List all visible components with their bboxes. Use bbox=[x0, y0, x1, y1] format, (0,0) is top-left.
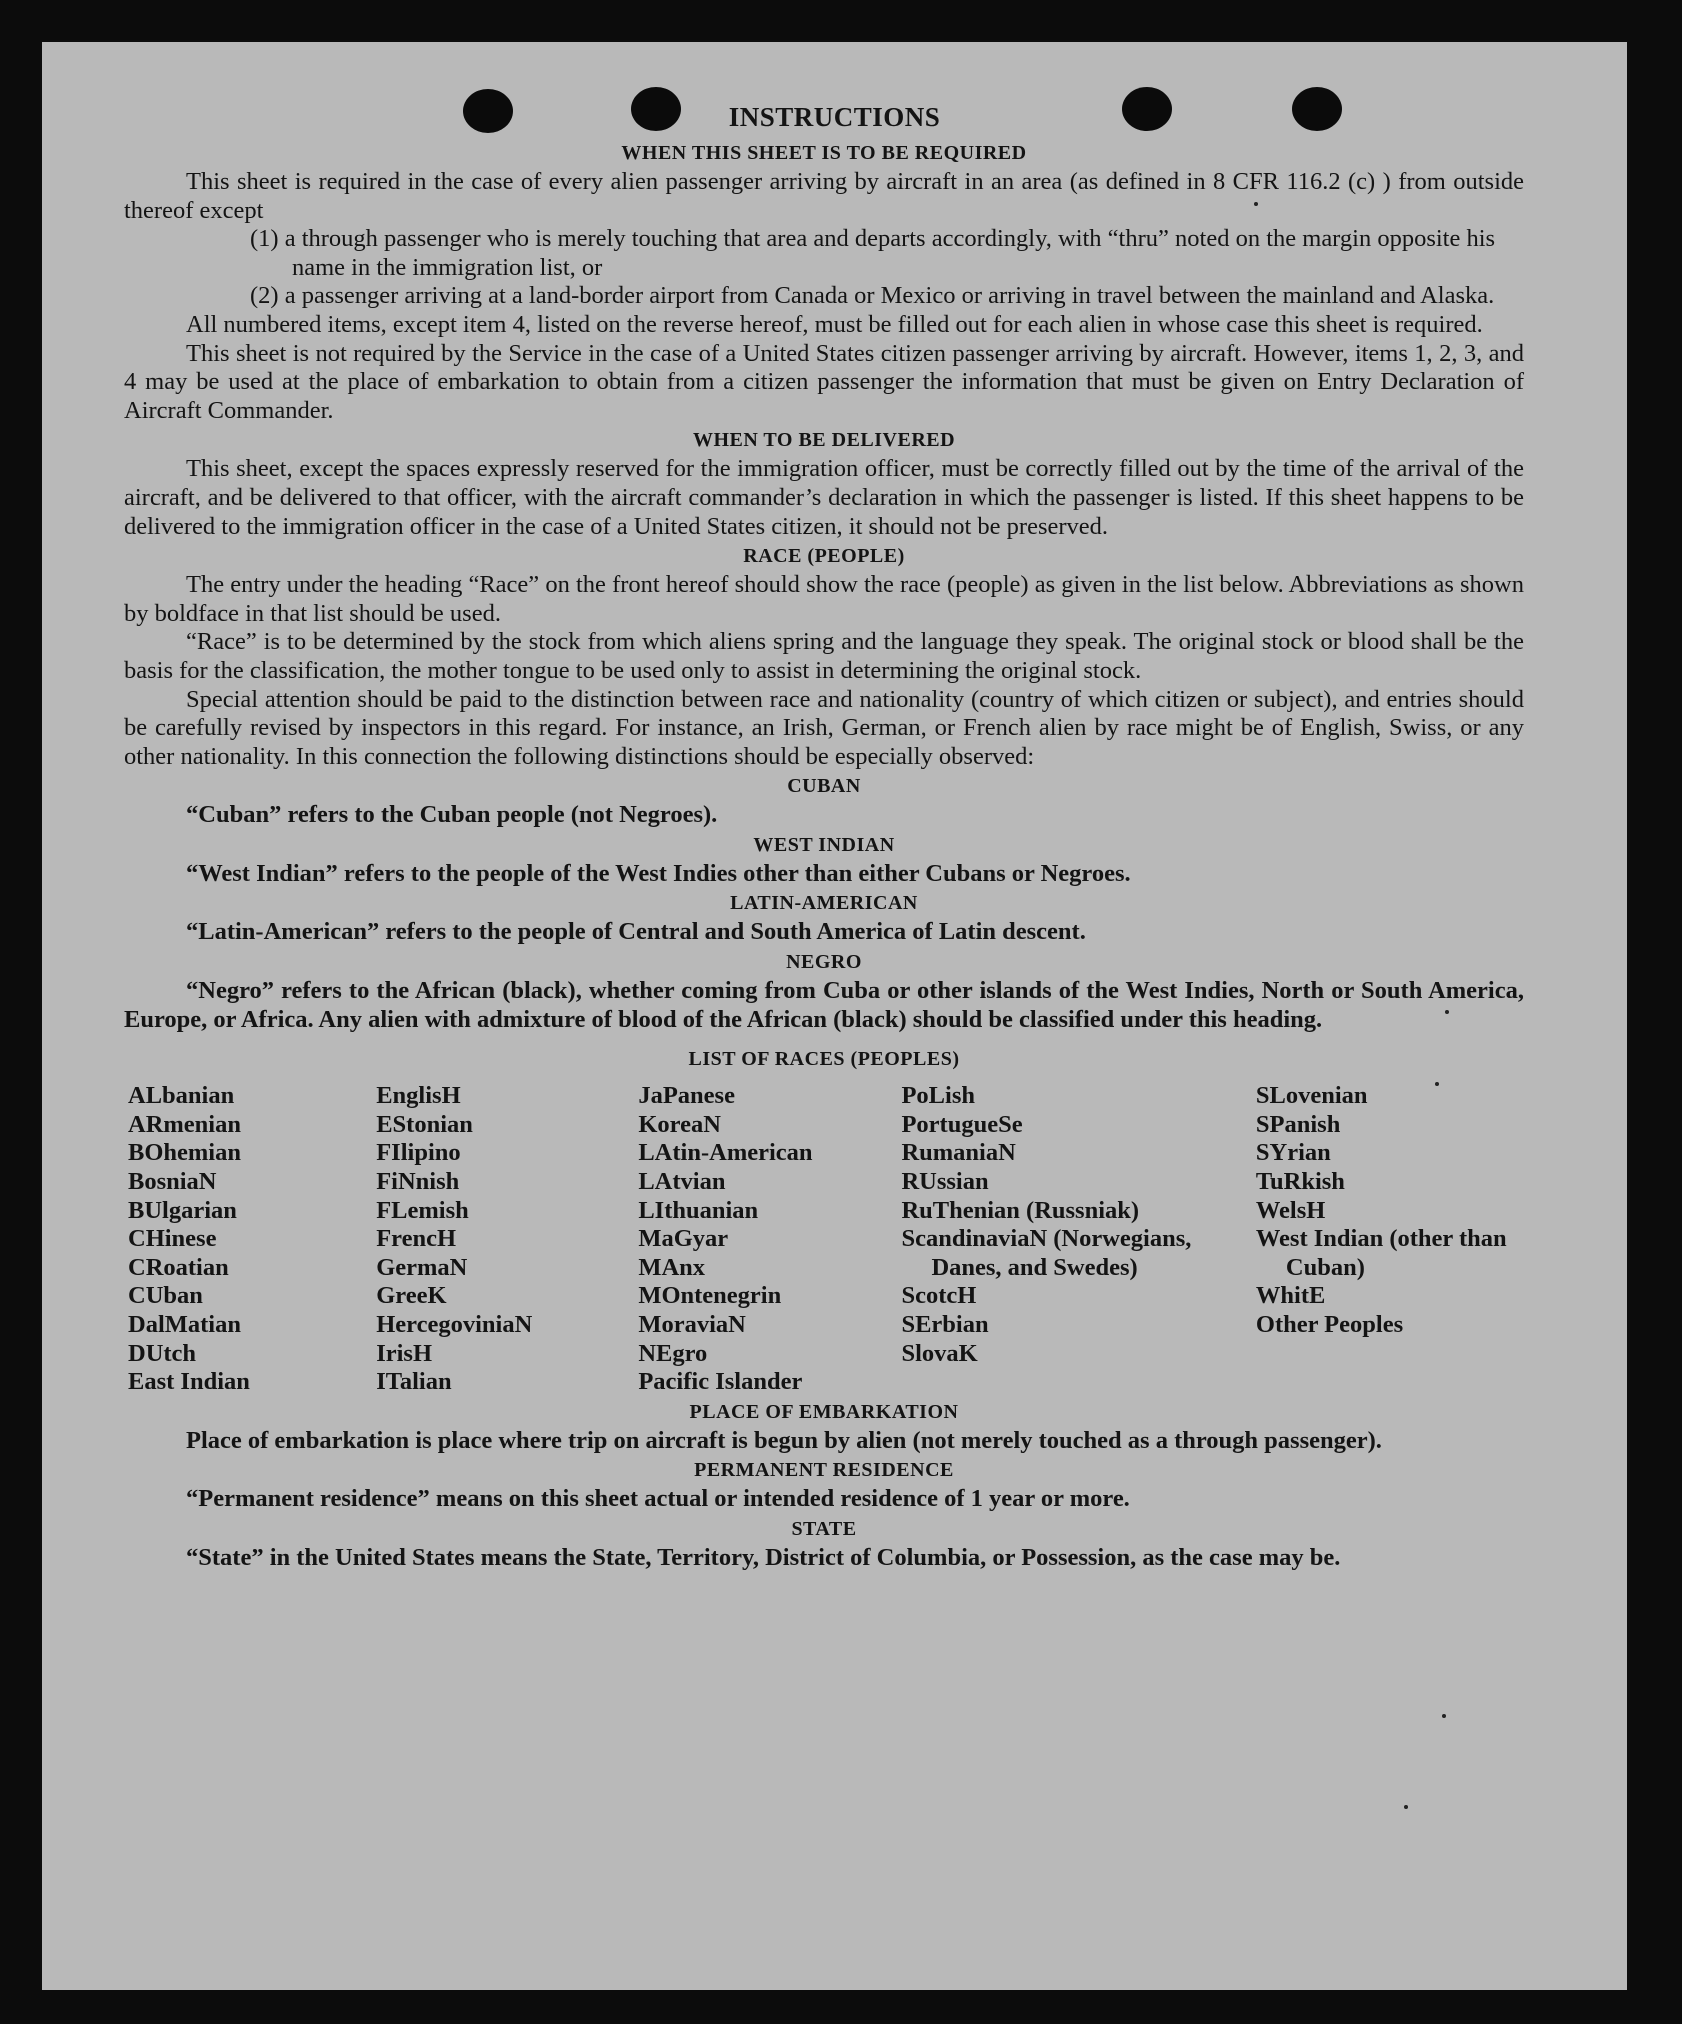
section-heading: LIST OF RACES (PEOPLES) bbox=[688, 1048, 960, 1071]
race-entry: WhitE bbox=[1255, 1282, 1326, 1310]
race-entry: HercegoviniaN bbox=[376, 1311, 533, 1338]
race-entry: RUssian bbox=[901, 1168, 989, 1196]
paragraph: “State” in the United States means the State, Territory, District of Columbia, or Possession, as the case may be. bbox=[186, 1543, 1341, 1571]
paragraph: This sheet is not required by the Service in the case of a United States citizen passenger arriving by aircraft. However, items 1, 2, 3, and 4 may be used at the place of embarkation to obtain from a citizen passenger the information that must be given on Entry Declaration of Aircraft Commander. bbox=[124, 339, 1524, 424]
race-entry: NEgro bbox=[638, 1339, 708, 1367]
paragraph: The entry under the heading “Race” on the front hereof should show the race (people) as given in the list below. Abbreviations as shown by boldface in that list should be used. bbox=[124, 571, 1524, 627]
race-entry: IrisH bbox=[376, 1339, 433, 1367]
race-entry: EnglisH bbox=[376, 1082, 461, 1110]
race-entry: WelsH bbox=[1255, 1196, 1326, 1224]
race-entry: SPanish bbox=[1255, 1110, 1341, 1138]
race-entry: GermaN bbox=[376, 1253, 468, 1281]
paragraph: “Latin-American” refers to the people of Central and South America of Latin descent. bbox=[186, 918, 1086, 946]
section-heading: PERMANENT RESIDENCE bbox=[694, 1459, 954, 1482]
race-entry: ScotcH bbox=[901, 1282, 977, 1310]
race-entry: FiNnish bbox=[376, 1168, 460, 1196]
race-entry: MoraviaN bbox=[638, 1311, 746, 1338]
section-heading: RACE (PEOPLE) bbox=[743, 545, 905, 568]
race-entry: LAtvian bbox=[638, 1168, 726, 1196]
race-entry: BosniaN bbox=[128, 1168, 217, 1196]
section-heading: WHEN THIS SHEET IS TO BE REQUIRED bbox=[621, 142, 1027, 164]
document-sheet bbox=[42, 42, 1627, 1990]
race-entry: GreeK bbox=[376, 1282, 447, 1310]
section-heading: PLACE OF EMBARKATION bbox=[689, 1400, 959, 1423]
race-entry: ScandinaviaN (Norwegians, Danes, and Swedes) bbox=[901, 1225, 1192, 1281]
race-entry: FIlipino bbox=[376, 1139, 461, 1167]
section-heading: STATE bbox=[791, 1517, 857, 1540]
paragraph: “West Indian” refers to the people of the West Indies other than either Cubans or Negroes. bbox=[186, 859, 1131, 887]
race-entry: TuRkish bbox=[1255, 1168, 1345, 1196]
race-entry: RuThenian (Russniak) bbox=[901, 1196, 1140, 1224]
section-heading: NEGRO bbox=[786, 951, 862, 974]
race-entry: East Indian bbox=[128, 1368, 250, 1396]
race-entry: ARmenian bbox=[128, 1110, 241, 1138]
race-column bbox=[128, 1082, 376, 1397]
paragraph: Place of embarkation is place where trip on aircraft is begun by alien (not merely touched as a through passenger). bbox=[186, 1426, 1382, 1454]
instructions-body bbox=[124, 138, 1524, 1573]
race-entry: RumaniaN bbox=[901, 1139, 1016, 1167]
race-entry: CHinese bbox=[128, 1225, 217, 1253]
section-heading: LATIN-AMERICAN bbox=[730, 892, 918, 915]
race-entry: LIthuanian bbox=[638, 1196, 759, 1224]
race-entry: SYrian bbox=[1255, 1139, 1331, 1167]
paragraph: “Cuban” refers to the Cuban people (not Negroes). bbox=[186, 801, 718, 829]
race-entry: DalMatian bbox=[128, 1311, 241, 1338]
race-entry: EStonian bbox=[376, 1110, 473, 1138]
race-entry: JaPanese bbox=[638, 1082, 735, 1110]
exception-item: (2) a passenger arriving at a land-border airport from Canada or Mexico or arriving in travel between the mainland and Alaska. bbox=[250, 282, 1495, 310]
paragraph: This sheet, except the spaces expressly reserved for the immigration officer, must be correctly filled out by the time of the arrival of the aircraft, and be delivered to that officer, with the aircraft commander’s declaration in which the passenger is listed. If this sheet happens to be delivered to the immigration officer in the case of a United States citizen, it should not be preserved. bbox=[124, 455, 1524, 540]
paragraph: “Permanent residence” means on this sheet actual or intended residence of 1 year or more. bbox=[186, 1485, 1130, 1513]
race-entry: CUban bbox=[128, 1282, 203, 1310]
paragraph: All numbered items, except item 4, listed on the reverse hereof, must be filled out for each alien in whose case this sheet is required. bbox=[186, 310, 1483, 338]
race-entry: Pacific Islander bbox=[638, 1368, 803, 1396]
race-entry: SLovenian bbox=[1255, 1082, 1368, 1110]
race-entry: LAtin-American bbox=[638, 1139, 813, 1167]
race-entry: FrencH bbox=[376, 1225, 457, 1253]
race-entry: ITalian bbox=[376, 1368, 452, 1396]
race-column bbox=[376, 1082, 638, 1397]
page-title: INSTRUCTIONS bbox=[728, 102, 941, 132]
section-heading: WEST INDIAN bbox=[753, 833, 895, 856]
race-entry: CRoatian bbox=[128, 1253, 229, 1281]
paragraph: “Negro” refers to the African (black), whether coming from Cuba or other islands of the West Indies, North or South America, Europe, or Africa. Any alien with admixture of blood of the African (black) should be classified under this heading. bbox=[124, 977, 1524, 1033]
race-entry: West Indian (other than Cuban) bbox=[1255, 1225, 1507, 1281]
paragraph: Special attention should be paid to the distinction between race and nationality (country of which citizen or subject), and entries should be carefully revised by inspectors in this regard. For instance, an Irish, German, or French alien by race might be of English, Swiss, or any other nationality. In this connection the following distinctions should be especially observed: bbox=[124, 685, 1524, 770]
paragraph: “Race” is to be determined by the stock from which aliens spring and the language they speak. The original stock or blood shall be the basis for the classification, the mother tongue to be used only to assist in determining the original stock. bbox=[124, 628, 1524, 684]
section-heading: CUBAN bbox=[787, 775, 861, 798]
race-entry: FLemish bbox=[376, 1196, 469, 1224]
race-column bbox=[638, 1082, 901, 1397]
race-entry: MAnx bbox=[638, 1253, 706, 1281]
race-entry: BUlgarian bbox=[128, 1196, 237, 1224]
exception-item: (1) a through passenger who is merely touching that area and departs accordingly, with “thru” noted on the margin opposite his name in the immigration list, or bbox=[250, 225, 1496, 281]
race-entry: PortugueSe bbox=[901, 1110, 1023, 1138]
race-entry: ALbanian bbox=[128, 1082, 235, 1110]
race-list bbox=[128, 1082, 1524, 1397]
race-entry: Other Peoples bbox=[1255, 1311, 1404, 1338]
race-entry: BOhemian bbox=[128, 1139, 241, 1167]
race-column bbox=[901, 1082, 1255, 1397]
race-entry: SlovaK bbox=[901, 1339, 978, 1367]
race-column bbox=[1256, 1082, 1524, 1397]
race-entry: DUtch bbox=[128, 1339, 197, 1367]
section-heading: WHEN TO BE DELIVERED bbox=[692, 429, 956, 452]
race-entry: MOntenegrin bbox=[638, 1282, 782, 1310]
race-entry: MaGyar bbox=[638, 1225, 729, 1253]
paragraph: This sheet is required in the case of every alien passenger arriving by aircraft in an area (as defined in 8 CFR 116.2 (c) ) from outside thereof except bbox=[124, 168, 1524, 224]
race-entry: KoreaN bbox=[638, 1110, 721, 1138]
race-entry: PoLish bbox=[901, 1082, 975, 1110]
race-entry: SErbian bbox=[901, 1311, 989, 1338]
